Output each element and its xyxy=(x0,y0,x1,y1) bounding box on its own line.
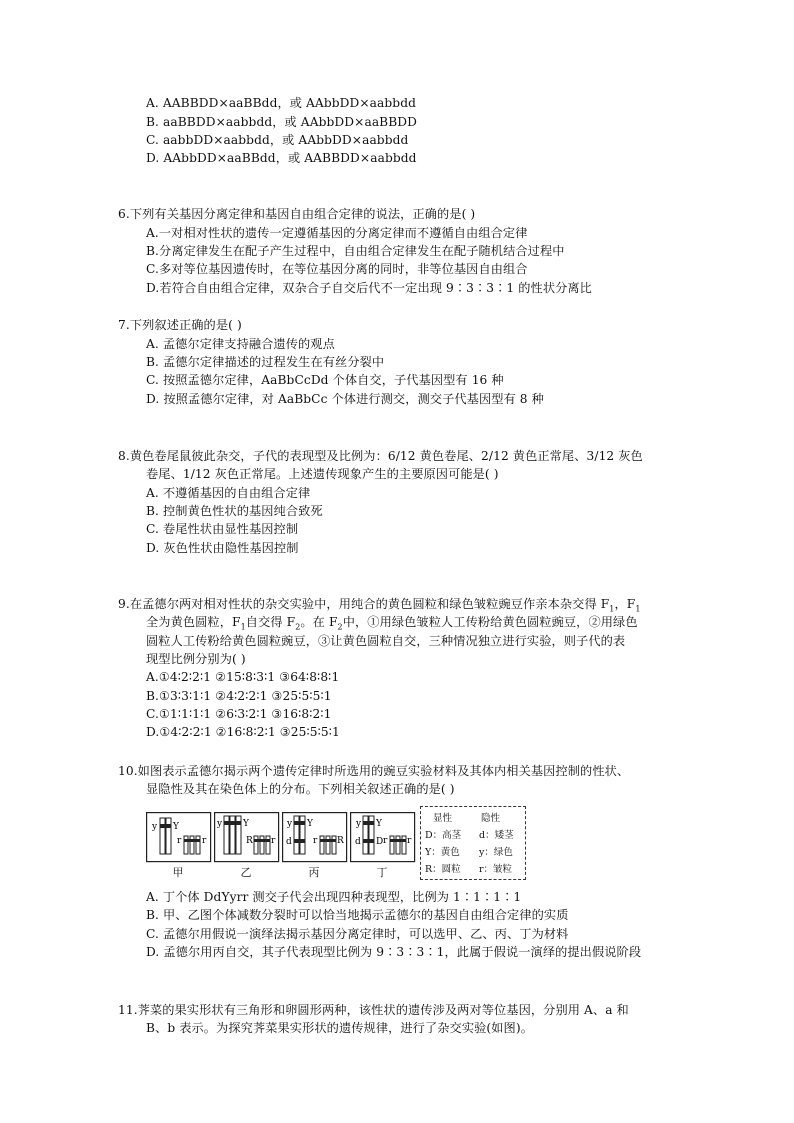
q9-option-d: D.①4∶2∶2∶1 ②16∶8∶2∶1 ③25∶5∶5∶1 xyxy=(146,725,340,739)
gene-label: R xyxy=(246,836,253,846)
chromosome xyxy=(166,818,171,854)
panel-ding xyxy=(351,813,415,862)
chromosome xyxy=(396,836,400,854)
q5-option-a: A. AABBDD×aaBBdd，或 AAbbDD×aabbdd xyxy=(146,96,417,110)
legend-r2b: y：绿色 xyxy=(479,847,513,858)
q9-stem-line2: 全为黄色圆粒，$F_1$自交得 $F_2$。在 $F_2$中，①用绿色皱粒人工传粉给黄色圆粒豌豆，②用绿色 xyxy=(146,615,638,632)
q10-option-d: D. 孟德尔用丙自交，其子代表现型比例为 9∶3∶3∶1，此属于假说一演绎的提出假说阶段 xyxy=(146,945,642,959)
gene-band xyxy=(184,839,200,842)
q10-stem-line2: 显隐性及其在染色体上的分布。下列相关叙述正确的是( ) xyxy=(146,782,455,796)
q9-stem-line1: 9.在孟德尔两对相对性状的杂交实验中，用纯合的黄色圆粒和绿色皱粒豌豆作亲本杂交得 $F_1$，$F_1$ xyxy=(118,597,641,614)
q5-option-d: D. AAbbDD×aaBBdd，或 AABBDD×aabbdd xyxy=(146,151,417,165)
gene-label: r xyxy=(383,836,388,846)
q9-stem-line3: 圆粒人工传粉给黄色圆粒豌豆，③让黄色圆粒自交，三种情况独立进行实验，则子代的表 xyxy=(146,634,626,648)
gene-band xyxy=(160,824,165,828)
q10-option-a: A. 丁个体 DdYyrr 测交子代会出现四种表现型，比例为 1∶1∶1∶1 xyxy=(146,890,522,904)
chromosome xyxy=(326,836,330,854)
gene-label: Y xyxy=(243,819,249,829)
q5-option-b: B. aaBBDD×aabbdd，或 AAbbDD×aaBBDD xyxy=(146,115,418,129)
gene-band xyxy=(254,839,270,842)
q9-option-b: B.①3∶3∶1∶1 ②4∶2∶2∶1 ③25∶5∶5∶1 xyxy=(146,689,332,703)
q10-option-b: B. 甲、乙图个体减数分裂时可以恰当地揭示孟德尔的基因自由组合定律的实质 xyxy=(146,908,569,922)
legend-r1b: d：矮茎 xyxy=(479,830,514,841)
gene-label: r xyxy=(407,836,412,846)
q5-option-c: C. aabbDD×aabbdd，或 AAbbDD×aabbdd xyxy=(146,133,409,147)
gene-band xyxy=(294,839,305,843)
gene-label: Y xyxy=(376,819,382,829)
gene-band xyxy=(363,839,374,843)
q10-option-c: C. 孟德尔用假说一演绎法揭示基因分离定律时，可以选甲、乙、丙、丁为材料 xyxy=(146,927,569,941)
gene-label: r xyxy=(177,836,182,846)
trait-legend xyxy=(420,806,526,880)
q6-option-a: A.一对相对性状的遗传一定遵循基因的分离定律而不遵循自由组合定律 xyxy=(146,226,528,240)
gene-label: D xyxy=(376,837,384,847)
panel-label-ding: 丁 xyxy=(376,866,388,879)
gene-band xyxy=(363,821,374,825)
q8-stem-line2: 卷尾、1/12 灰色正常尾。上述遗传现象产生的主要原因可能是( ) xyxy=(146,467,499,481)
gene-label: r xyxy=(202,836,207,846)
gene-band xyxy=(166,824,171,828)
q8-option-b: B. 控制黄色性状的基因纯合致死 xyxy=(146,504,323,518)
gene-label: Y xyxy=(173,822,179,832)
chromosome xyxy=(184,836,188,854)
q8-option-c: C. 卷尾性状由显性基因控制 xyxy=(146,522,299,536)
panel-label-jia: 甲 xyxy=(172,866,184,879)
q9-option-a: A.①4∶2∶2∶1 ②15∶8∶3∶1 ③64∶8∶8∶1 xyxy=(146,670,340,684)
q11-stem-line1: 11.荠菜的果实形状有三角形和卵圆形两种，该性状的遗传涉及两对等位基因，分别用 A、a 和 xyxy=(118,1003,629,1017)
gene-label: d xyxy=(286,837,292,847)
gene-label: R xyxy=(337,836,344,846)
q6-option-b: B.分离定律发生在配子产生过程中，自由组合定律发生在配子随机结合过程中 xyxy=(146,244,565,258)
q10-stem-line1: 10.如图表示孟德尔揭示两个遗传定律时所选用的豌豆实验材料及其体内相关基因控制的性状、 xyxy=(118,764,630,778)
panel-yi xyxy=(215,813,279,862)
legend-r3b: r：皱粒 xyxy=(479,864,513,875)
q7-option-c: C. 按照孟德尔定律，AaBbCcDd 个体自交，子代基因型有 16 种 xyxy=(146,373,504,387)
q6-stem: 6.下列有关基因分离定律和基因自由组合定律的说法，正确的是( ) xyxy=(118,207,476,221)
panel-bing xyxy=(283,813,347,862)
panel-label-bing: 丙 xyxy=(308,866,320,879)
q6-option-c: C.多对等位基因遗传时，在等位基因分离的同时，非等位基因自由组合 xyxy=(146,262,528,276)
gene-band xyxy=(390,839,406,842)
legend-r3a: R：圆粒 xyxy=(425,864,461,875)
gene-label: y xyxy=(152,822,158,832)
q6-option-d: D.若符合自由组合定律，双杂合子自交后代不一定出现 9∶3∶3∶1 的性状分离比 xyxy=(146,281,592,295)
q7-option-a: A. 孟德尔定律支持融合遗传的观点 xyxy=(146,337,335,351)
chromosome xyxy=(196,836,200,854)
q8-option-d: D. 灰色性状由隐性基因控制 xyxy=(146,541,299,555)
gene-label: y xyxy=(356,819,362,829)
q9-option-c: C.①1∶1∶1∶1 ②6∶3∶2∶1 ③16∶8∶2∶1 xyxy=(146,707,332,721)
chromosome xyxy=(390,836,394,854)
chromosome xyxy=(160,818,165,854)
legend-head-recessive: 隐性 xyxy=(481,813,501,824)
chromosome xyxy=(402,836,406,854)
gene-label: y xyxy=(217,819,223,829)
chromosome xyxy=(254,836,258,854)
legend-head-dominant: 显性 xyxy=(433,813,453,824)
gene-band xyxy=(224,821,241,825)
legend-r1a: D：高茎 xyxy=(425,830,462,841)
panel-label-yi: 乙 xyxy=(240,866,252,879)
gene-label: Y xyxy=(307,819,313,829)
q8-stem-line1: 8.黄色卷尾鼠彼此杂交，子代的表现型及比例为：6/12 黄色卷尾、2/12 黄色正常尾、3/12 灰色 xyxy=(118,449,643,463)
q7-stem: 7.下列叙述正确的是( ) xyxy=(118,318,242,332)
chromosome xyxy=(320,836,324,854)
panel-jia xyxy=(147,813,211,862)
gene-band xyxy=(320,839,336,842)
chromosome xyxy=(190,836,194,854)
q8-option-a: A. 不遵循基因的自由组合定律 xyxy=(146,486,311,500)
chromosome xyxy=(260,836,264,854)
gene-band xyxy=(294,821,305,825)
q7-option-b: B. 孟德尔定律描述的过程发生在有丝分裂中 xyxy=(146,355,385,369)
q9-stem-line4: 现型比例分别为( ) xyxy=(146,652,246,666)
legend-r2a: Y：黄色 xyxy=(425,847,460,858)
gene-label: d xyxy=(355,837,361,847)
chromosome xyxy=(266,836,270,854)
chromosome-figure xyxy=(146,804,526,884)
q7-option-d: D. 按照孟德尔定律，对 AaBbCc 个体进行测交，测交子代基因型有 8 种 xyxy=(146,392,544,406)
q11-stem-line2: B、b 表示。为探究荠菜果实形状的遗传规律，进行了杂交实验(如图)。 xyxy=(146,1021,533,1035)
gene-label: y xyxy=(287,819,293,829)
gene-label: r xyxy=(271,836,276,846)
gene-label: r xyxy=(313,836,318,846)
chromosome xyxy=(332,836,336,854)
